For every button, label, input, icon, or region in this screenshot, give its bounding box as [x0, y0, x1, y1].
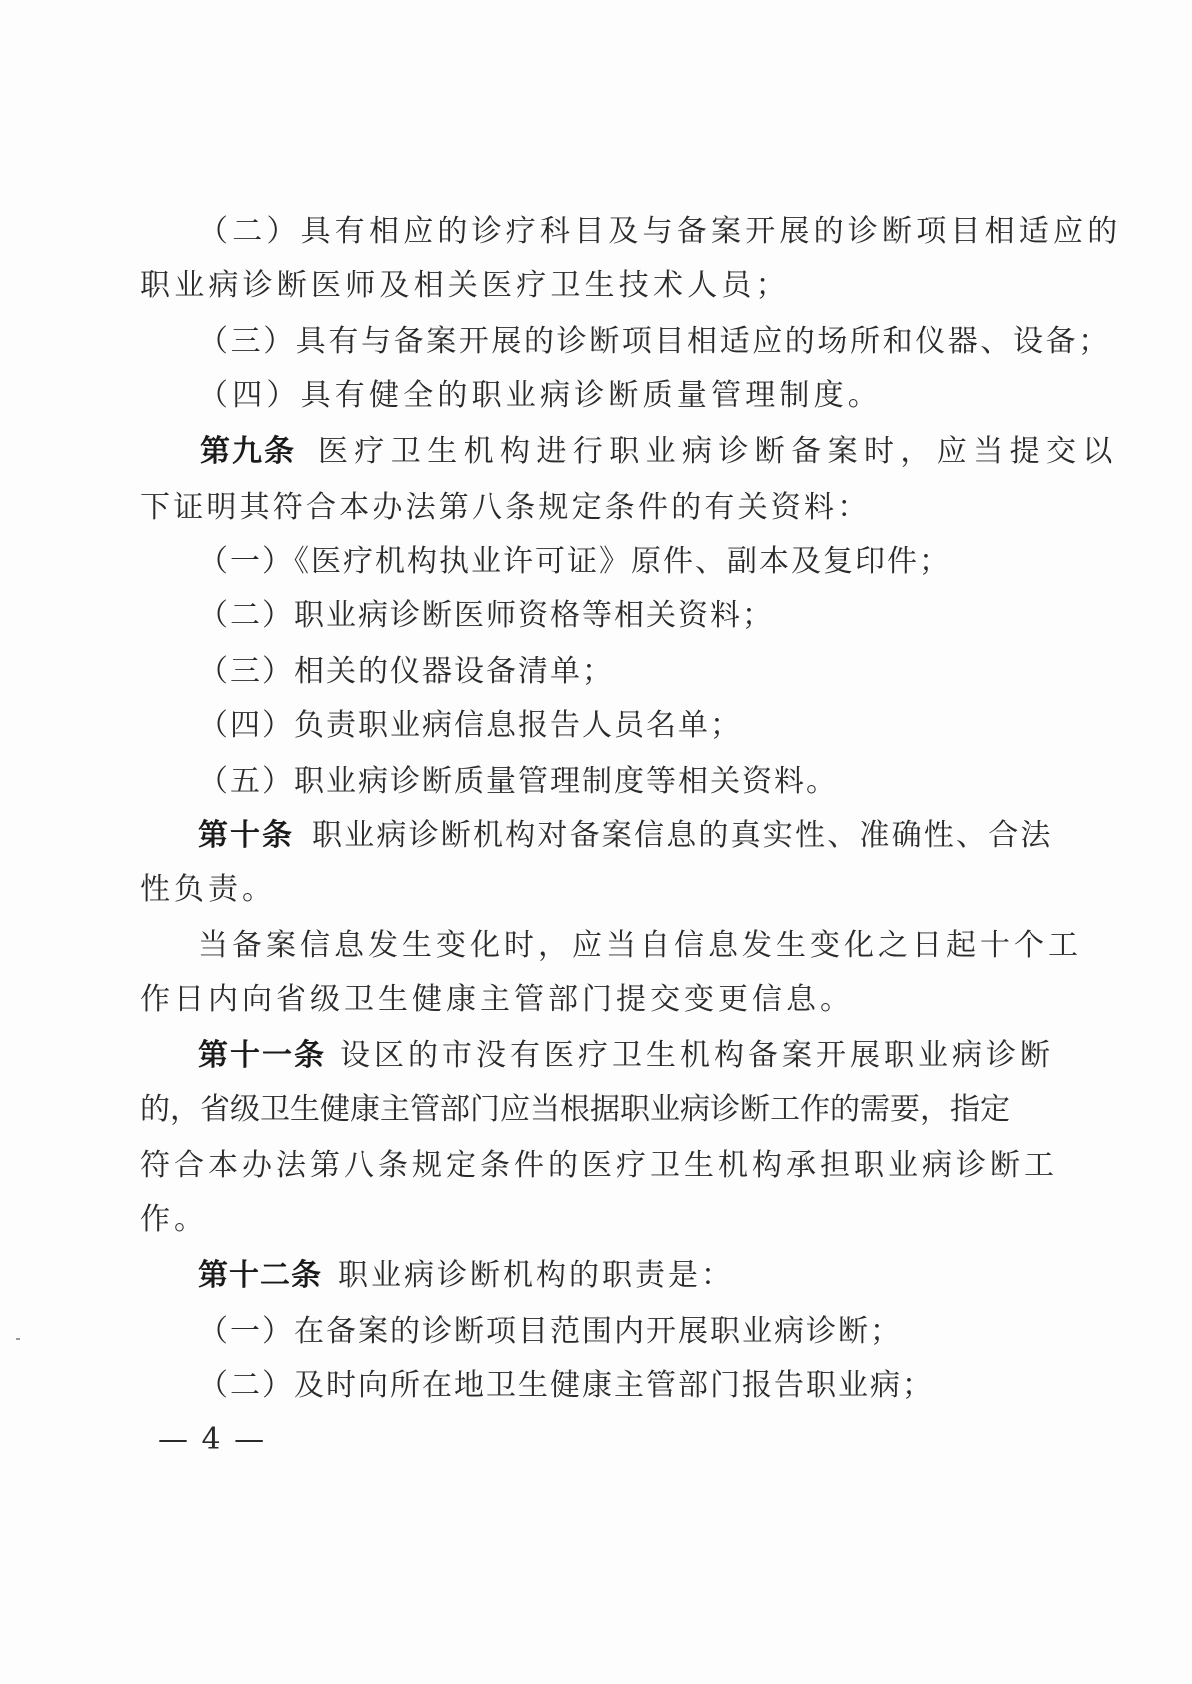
line-text: 性负责。	[140, 872, 276, 907]
article-heading: 第十一条	[198, 1038, 326, 1073]
line-text: （一）在备案的诊断项目范围内开展职业病诊断；	[198, 1314, 902, 1349]
line-text: 当备案信息发生变化时，应当自信息发生变化之日起十个工	[198, 928, 1082, 963]
line-text: 设区的市没有医疗卫生机构备案开展职业病诊断	[340, 1038, 1054, 1073]
article-heading: 第十二条	[198, 1258, 322, 1293]
line-text: （四）负责职业病信息报告人员名单；	[198, 708, 742, 743]
line-text: 医疗卫生机构进行职业病诊断备案时，应当提交以	[318, 434, 1119, 469]
line-text: （二）及时向所在地卫生健康主管部门报告职业病；	[198, 1368, 934, 1403]
line-text: （三）相关的仪器设备清单；	[198, 654, 614, 689]
line-text: 的，省级卫生健康主管部门应当根据职业病诊断工作的需要，指定	[140, 1092, 1010, 1127]
page-number-text: — 4 —	[158, 1422, 267, 1457]
line-text: （二）职业病诊断医师资格等相关资料；	[198, 598, 774, 633]
line-text: （二）具有相应的诊疗科目及与备案开展的诊断项目相适应的	[198, 214, 1122, 249]
line-text: 符合本办法第八条规定条件的医疗卫生机构承担职业病诊断工	[140, 1148, 1058, 1183]
line-text: （四）具有健全的职业病诊断质量管理制度。	[198, 378, 882, 413]
line-text: （一）《医疗机构执业许可证》原件、副本及复印件；	[198, 544, 951, 579]
line-text: 作。	[140, 1202, 208, 1237]
line-text: （三）具有与备案开展的诊断项目相适应的场所和仪器、设备；	[198, 324, 1111, 359]
line-text: 职业病诊断医师及相关医疗卫生技术人员；	[140, 268, 790, 303]
line-text: 职业病诊断机构的职责是：	[338, 1258, 734, 1293]
line-text: 作日内向省级卫生健康主管部门提交变更信息。	[140, 982, 854, 1017]
line-text: 下证明其符合本办法第八条规定条件的有关资料：	[140, 490, 871, 525]
article-heading: 第十条	[198, 818, 294, 853]
scan-artifact	[16, 1338, 20, 1340]
article-heading: 第九条	[200, 434, 296, 469]
line-text: （五）职业病诊断质量管理制度等相关资料。	[198, 764, 838, 799]
line-text: 职业病诊断机构对备案信息的真实性、准确性、合法	[312, 818, 1053, 853]
